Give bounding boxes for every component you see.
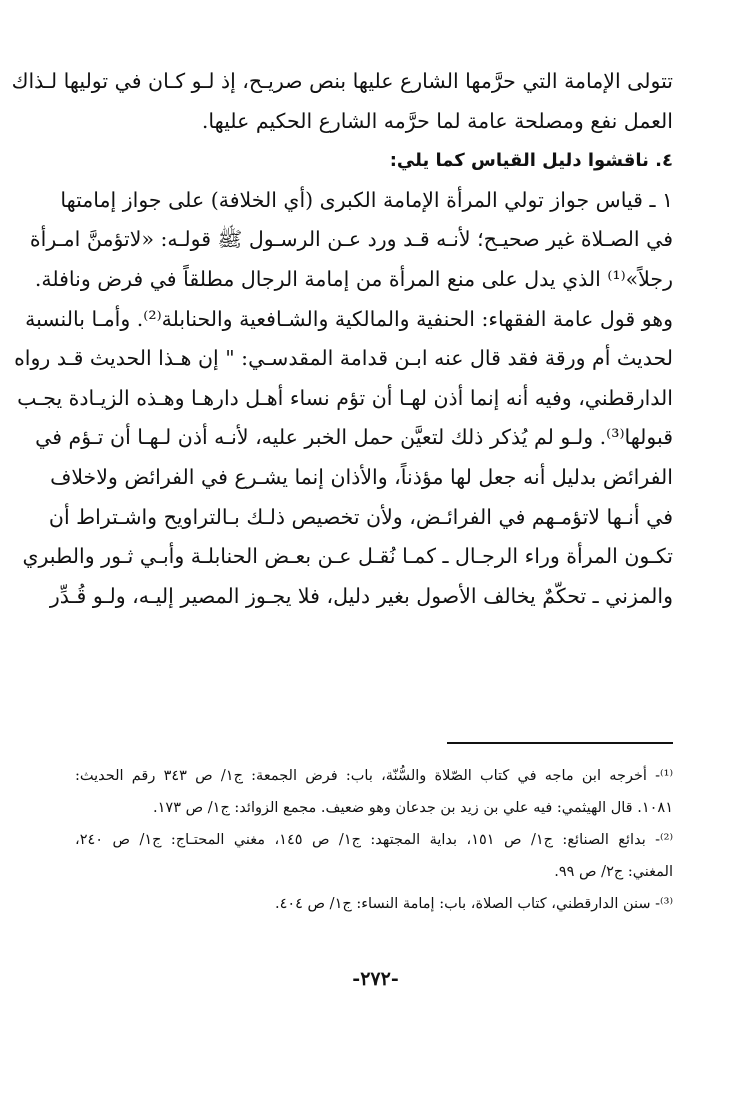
body-line: رجلاً»⁽¹⁾ الذي يدل على منع المرأة من إمامة الرجال مطلقاً في فرض ونافلة. — [34, 266, 673, 291]
footnote-line: ⁽²⁾- بدائع الصنائع: ج١/ ص ١٥١، بداية المجتهد: ج١/ ص ١٤٥، مغني المحتـاج: ج١/ ص ٢٤٠، — [75, 832, 674, 848]
body-line: والمزني ـ تحكّمٌ يخالف الأصول بغير دليل، فلا يجـوز المصير إليـه، ولـو قُـدِّر — [49, 583, 673, 608]
footnote-line: ⁽³⁾- سنن الدارقطني، كتاب الصلاة، باب: إمامة النساء: ج١/ ص ٤٠٤. — [274, 896, 673, 912]
body-line: قبولها⁽³⁾. ولـو لم يُذكر ذلك لتعيَّن حمل الخبر عليه، لأنـه أذن لـهـا أن تـؤم في — [35, 425, 673, 450]
body-line: ١ ـ قياس جواز تولي المرأة الإمامة الكبرى (أي الخلافة) على جواز إمامتها — [60, 187, 673, 212]
body-line: الدارقطني، وفيه أنه إنما أذن لهـا أن تؤم نساء أهـل دارهـا وهـذه الزيـادة يجـب — [17, 385, 673, 410]
body-line: وهو قول عامة الفقهاء: الحنفية والمالكية والشـافعية والحنابلة⁽²⁾. وأمـا بالنسبة — [25, 306, 673, 331]
body-line: في أنـها لاتؤمـهم في الفرائـض، ولأن تخصيص ذلـك بـالتراويح واشـتراط أن — [48, 504, 673, 529]
section-heading: ٤. ناقشوا دليل القياس كما يلي: — [389, 150, 673, 172]
footnote-line: ١٠٨١. قال الهيثمي: فيه علي بن زيد بن جدعان وهو ضعيف. مجمع الزوائد: ج١/ ص ١٧٣. — [153, 800, 673, 816]
footnote-line: المغني: ج٢/ ص ٩٩. — [554, 864, 673, 880]
page-number: -٢٧٢- — [352, 968, 399, 990]
body-line: تتولى الإمامة التي حرَّمها الشارع عليها بنص صريـح، إذ لـو كـان في توليها لـذاك — [11, 69, 673, 93]
body-line: في الصـلاة غير صحيـح؛ لأنـه قـد ورد عـن الرسـول ﷺ قولـه: «لاتؤمنَّ امـرأة — [29, 227, 673, 252]
footnote-divider — [447, 742, 673, 744]
body-paragraphs — [11, 62, 673, 616]
body-line: الفرائض بدليل أنه جعل لها مؤذناً، والأذان إنما يشـرع في الفرائض ولاخلاف — [50, 464, 673, 489]
body-line: العمل نفع ومصلحة عامة لما حرَّمه الشارع الحكيم عليها. — [201, 108, 673, 133]
body-line: تكـون المرأة وراء الرجـال ـ كمـا نُقـل عـن بعـض الحنابلـة وأبـي ثـور والطبري — [22, 544, 673, 569]
footnote-line: ⁽¹⁾- أخرجه ابن ماجه في كتاب الصّلاة والسُّنّة، باب: فرض الجمعة: ج١/ ص ٣٤٣ رقم الحديث: — [75, 768, 673, 784]
body-line: لحديث أم ورقة فقد قال عنه ابـن قدامة المقدسـي: " إن هـذا الحديث قـد رواه — [14, 346, 673, 371]
main-text — [11, 62, 673, 616]
footnotes — [75, 760, 673, 920]
